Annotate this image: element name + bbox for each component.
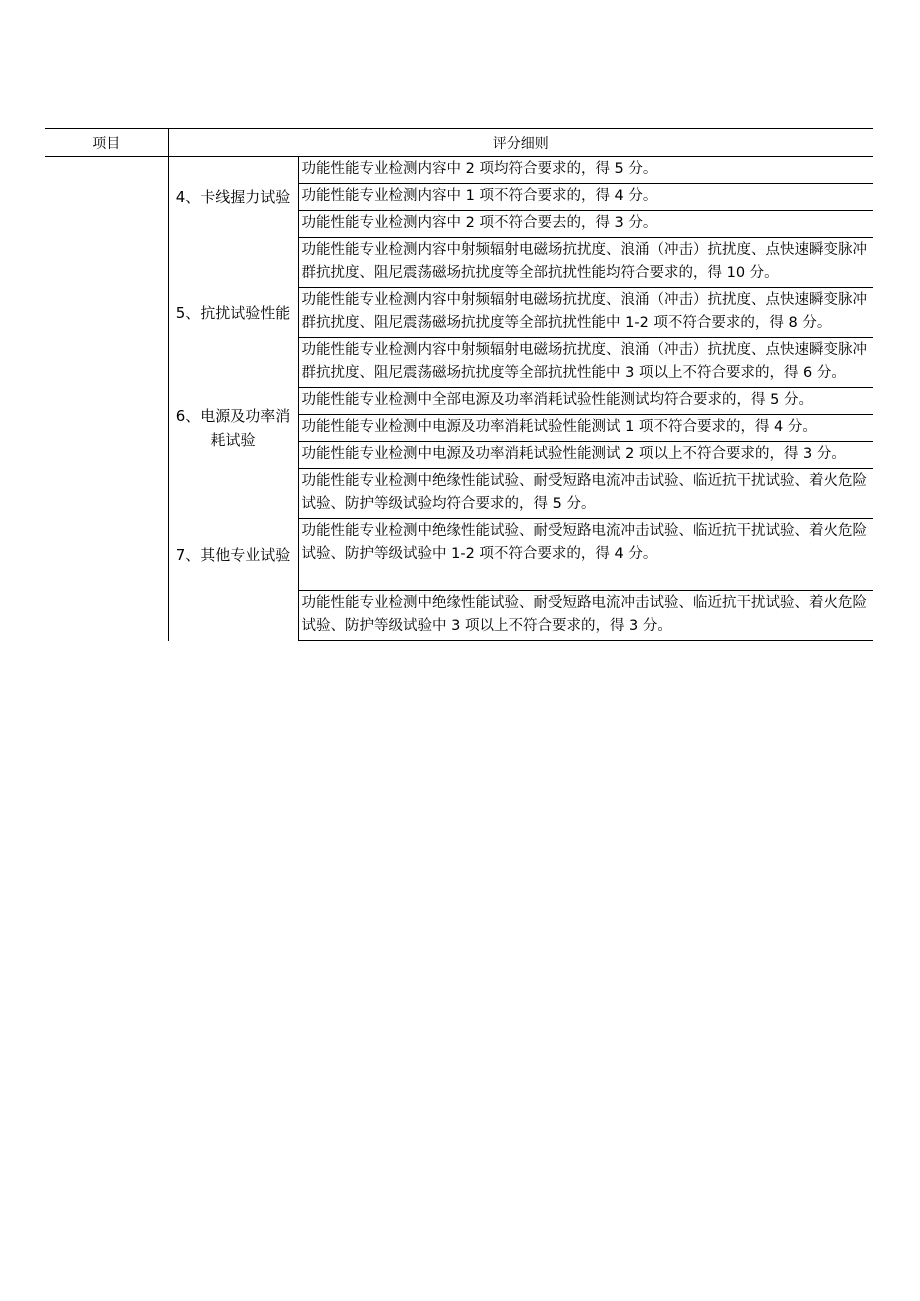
criterion: 功能性能专业检测中电源及功率消耗试验性能测试 1 项不符合要求的，得 4 分。 xyxy=(298,415,873,442)
table-row xyxy=(45,469,873,519)
criterion: 功能性能专业检测中电源及功率消耗试验性能测试 2 项以上不符合要求的，得 3 分。 xyxy=(298,442,873,469)
scoring-table-container xyxy=(45,128,873,641)
header-detail: 评分细则 xyxy=(168,129,873,157)
group-name-5: 5、抗扰试验性能 xyxy=(168,238,298,388)
criterion: 功能性能专业检测中绝缘性能试验、耐受短路电流冲击试验、临近抗干扰试验、着火危险试验、防护等级试验均符合要求的，得 5 分。 xyxy=(298,469,873,519)
criterion: 功能性能专业检测内容中射频辐射电磁场抗扰度、浪涌（冲击）抗扰度、点快速瞬变脉冲群抗扰度、阻尼震荡磁场抗扰度等全部抗扰性能中 1-2 项不符合要求的，得 8 分。 xyxy=(298,288,873,338)
criterion: 功能性能专业检测内容中射频辐射电磁场抗扰度、浪涌（冲击）抗扰度、点快速瞬变脉冲群抗扰度、阻尼震荡磁场抗扰度等全部抗扰性能中 3 项以上不符合要求的，得 6 分。 xyxy=(298,338,873,388)
criterion: 功能性能专业检测中绝缘性能试验、耐受短路电流冲击试验、临近抗干扰试验、着火危险试验、防护等级试验中 1-2 项不符合要求的，得 4 分。 xyxy=(298,519,873,591)
header-item: 项目 xyxy=(45,129,168,157)
criterion: 功能性能专业检测内容中射频辐射电磁场抗扰度、浪涌（冲击）抗扰度、点快速瞬变脉冲群抗扰度、阻尼震荡磁场抗扰度等全部抗扰性能均符合要求的，得 10 分。 xyxy=(298,238,873,288)
table-row xyxy=(45,388,873,415)
criterion: 功能性能专业检测中绝缘性能试验、耐受短路电流冲击试验、临近抗干扰试验、着火危险试验、防护等级试验中 3 项以上不符合要求的，得 3 分。 xyxy=(298,591,873,641)
group-name-6: 6、电源及功率消耗试验 xyxy=(168,388,298,469)
group-name-4: 4、卡线握力试验 xyxy=(168,157,298,238)
criterion: 功能性能专业检测中全部电源及功率消耗试验性能测试均符合要求的，得 5 分。 xyxy=(298,388,873,415)
table-row xyxy=(45,238,873,288)
table-row xyxy=(45,157,873,184)
scoring-table xyxy=(45,128,873,641)
criterion: 功能性能专业检测内容中 1 项不符合要求的，得 4 分。 xyxy=(298,184,873,211)
item-column-cell xyxy=(45,157,168,641)
group-name-7: 7、其他专业试验 xyxy=(168,469,298,641)
header-row xyxy=(45,129,873,157)
criterion: 功能性能专业检测内容中 2 项不符合要去的，得 3 分。 xyxy=(298,211,873,238)
criterion: 功能性能专业检测内容中 2 项均符合要求的，得 5 分。 xyxy=(298,157,873,184)
